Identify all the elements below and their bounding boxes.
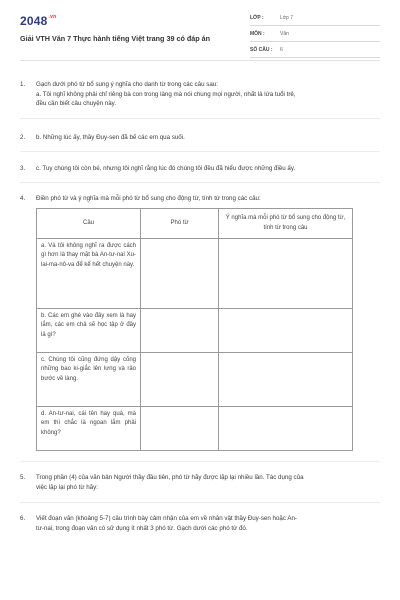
logo-main-text: 2048 bbox=[20, 14, 48, 28]
meta-key: LỚP : bbox=[250, 14, 264, 21]
table-cell-sentence: b. Các em ghé vào đây xem là hay lắm, các em chả sẽ học tập ở đây là gì? bbox=[37, 309, 141, 353]
question-divider bbox=[20, 461, 380, 462]
table-header-row bbox=[37, 209, 353, 239]
question-6 bbox=[20, 514, 382, 533]
table-header-adverb: Phó từ bbox=[141, 209, 219, 239]
question-line: c. Tuy chúng tôi còn bé, nhưng tôi nghĩ rằng lúc đó chúng tôi đều đã hiểu được những điều ấy. bbox=[36, 165, 296, 172]
table-row bbox=[37, 353, 353, 407]
question-number: 2. bbox=[20, 134, 26, 141]
question-line: việc lặp lại phó từ hãy: bbox=[36, 483, 98, 491]
meta-key: MÔN : bbox=[250, 30, 265, 37]
question-body bbox=[36, 80, 382, 109]
meta-value: Lớp 7 bbox=[280, 14, 294, 21]
question-line: đều cần biết câu chuyện này. bbox=[36, 100, 117, 107]
question-number: 1. bbox=[20, 81, 26, 88]
table-cell-sentence: a. Và tôi không nghĩ ra được cách gì hơn là thay mặt bà An-tư-nai Xu-lai-ma-nô-va để kể hết chuyện này. bbox=[37, 239, 141, 309]
question-divider bbox=[20, 118, 380, 119]
table-cell-sentence: d. An-tư-nai, cái tên hay quá, mà em thì chắc là ngoan lắm phải không? bbox=[37, 407, 141, 451]
question-body bbox=[36, 473, 382, 492]
table-cell-adverb[interactable] bbox=[141, 353, 219, 407]
document-title: Giải VTH Văn 7 Thực hành tiếng Việt trang 39 có đáp án bbox=[20, 34, 210, 43]
question-body bbox=[36, 133, 382, 143]
question-number: 3. bbox=[20, 165, 26, 172]
question-line: Viết đoạn văn (khoảng 5-7) câu trình bày cảm nhận của em về nhân vật thầy Đuy-sen hoặc An- bbox=[36, 515, 297, 522]
meta-value: Văn bbox=[280, 30, 289, 37]
question-4 bbox=[20, 194, 382, 204]
site-logo[interactable] bbox=[20, 14, 56, 28]
question-line: Gạch dưới phó từ bổ sung ý nghĩa cho danh từ trong các câu sau: bbox=[36, 81, 218, 88]
question-line: b. Những lúc ấy, thầy Đuy-sen đã bế các em qua suối. bbox=[36, 134, 185, 141]
question-body bbox=[36, 164, 382, 174]
question-number: 5. bbox=[20, 474, 26, 481]
question-3 bbox=[20, 164, 382, 174]
table-cell-meaning[interactable] bbox=[219, 407, 353, 451]
table-cell-adverb[interactable] bbox=[141, 239, 219, 309]
table-header-meaning: Ý nghĩa mà mỗi phó từ bổ sung cho động từ, tính từ trong câu bbox=[219, 209, 353, 239]
question-divider bbox=[20, 151, 380, 152]
table-cell-sentence: c. Chúng tôi cũng đứng dậy cõng những bao ki-giắc lên lưng và rảo bước về làng. bbox=[37, 353, 141, 407]
question-line: a. Tôi nghĩ không phải chỉ riêng bà con trong làng mà nói chung mọi người, nhất là lứa tuổi trẻ, bbox=[36, 90, 296, 98]
question-number: 4. bbox=[20, 195, 26, 202]
question-body bbox=[36, 194, 382, 204]
question-divider bbox=[20, 182, 380, 183]
table-cell-adverb[interactable] bbox=[141, 309, 219, 353]
question-1 bbox=[20, 80, 382, 109]
question-number: 6. bbox=[20, 515, 26, 522]
logo-suffix-text: .vn bbox=[48, 14, 57, 20]
table-row bbox=[37, 309, 353, 353]
question-line: Điền phó từ và ý nghĩa mà mỗi phó từ bổ sung cho động từ, tính từ trong các câu: bbox=[36, 195, 261, 202]
question-line: tư-nai, trong đoạn văn có sử dụng ít nhất 3 phó từ. Gạch dưới các phó từ đó. bbox=[36, 524, 248, 532]
answer-table bbox=[36, 208, 353, 451]
header-divider bbox=[20, 60, 380, 61]
meta-row-class bbox=[250, 10, 380, 26]
table-row bbox=[37, 407, 353, 451]
question-body bbox=[36, 514, 382, 533]
table-cell-meaning[interactable] bbox=[219, 239, 353, 309]
table-cell-meaning[interactable] bbox=[219, 309, 353, 353]
question-line: Trong phần (4) của văn bản Người thầy đầu tiên, phó từ hãy được lặp lại nhiều lần. Tác dụng của bbox=[36, 474, 304, 481]
table-row bbox=[37, 239, 353, 309]
meta-row-subject bbox=[250, 26, 380, 42]
meta-value: 6 bbox=[280, 46, 283, 53]
table-cell-meaning[interactable] bbox=[219, 353, 353, 407]
meta-key: SỐ CÂU : bbox=[250, 46, 273, 53]
question-divider bbox=[20, 502, 380, 503]
table-cell-adverb[interactable] bbox=[141, 407, 219, 451]
question-2 bbox=[20, 133, 382, 143]
meta-row-count bbox=[250, 42, 380, 58]
table-header-sentence: Câu bbox=[37, 209, 141, 239]
question-5 bbox=[20, 473, 382, 492]
meta-info-box bbox=[250, 10, 380, 58]
